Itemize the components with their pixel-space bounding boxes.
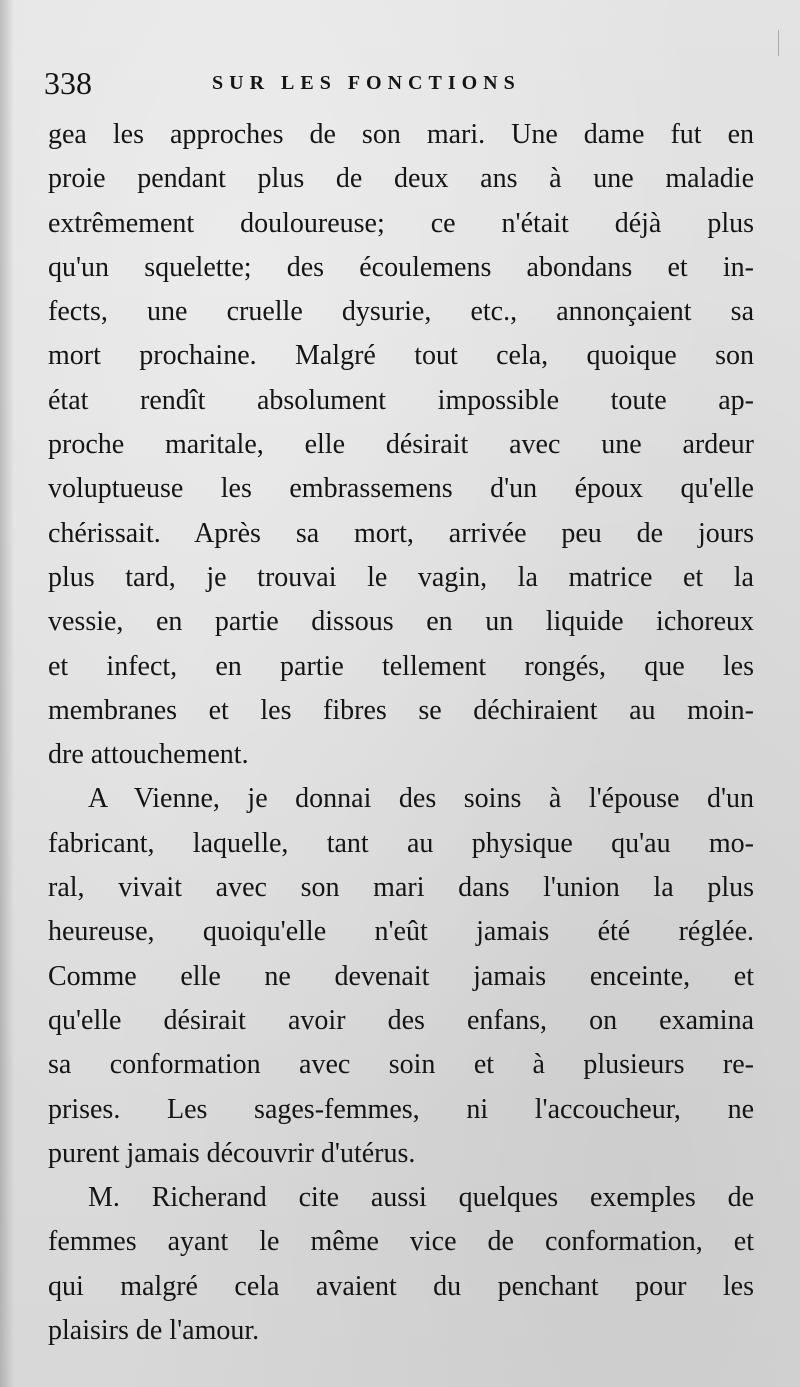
text-line: mort prochaine. Malgré tout cela, quoique son (48, 340, 754, 372)
text-line: plaisirs de l'amour. (48, 1315, 260, 1347)
text-line: chérissait. Après sa mort, arrivée peu de jours (48, 517, 754, 549)
text-line: vessie, en partie dissous en un liquide ichoreux (48, 606, 754, 638)
text-line: fabricant, laquelle, tant au physique qu'au mo- (48, 827, 754, 859)
text-line: femmes ayant le même vice de conformation, et (48, 1226, 754, 1258)
text-line: et infect, en partie tellement rongés, que les (48, 650, 754, 682)
text-line: A Vienne, je donnai des soins à l'épouse d'un (88, 783, 754, 815)
text-line: dre attouchement. (48, 739, 249, 771)
paragraph (48, 777, 754, 1176)
text-line: voluptueuse les embrassemens d'un époux qu'elle (48, 473, 754, 505)
text-line: qu'elle désirait avoir des enfans, on examina (48, 1004, 754, 1036)
text-line: proie pendant plus de deux ans à une maladie (48, 163, 754, 195)
text-line: proche maritale, elle désirait avec une ardeur (48, 429, 754, 461)
text-line: ral, vivait avec son mari dans l'union la plus (48, 872, 754, 904)
text-line: gea les approches de son mari. Une dame fut en (48, 119, 754, 150)
scan-scratch-mark (778, 30, 779, 56)
text-line: qui malgré cela avaient du penchant pour les (48, 1270, 754, 1302)
text-line: Comme elle ne devenait jamais enceinte, et (48, 960, 754, 992)
page-number: 338 (44, 65, 92, 101)
text-line: état rendît absolument impossible toute ap- (48, 384, 754, 416)
text-line: qu'un squelette; des écoulemens abondans et in- (48, 251, 754, 283)
text-line: heureuse, quoiqu'elle n'eût jamais été réglée. (48, 916, 754, 948)
running-head (44, 58, 760, 108)
text-line: sa conformation avec soin et à plusieurs re- (48, 1049, 754, 1081)
paragraph (48, 113, 754, 777)
paragraph (48, 1176, 754, 1353)
body-text (48, 113, 754, 1353)
running-title: SUR LES FONCTIONS (212, 72, 521, 94)
page-gutter-shadow (0, 0, 14, 1387)
text-line: M. Richerand cite aussi quelques exemples de (88, 1182, 754, 1214)
text-line: fects, une cruelle dysurie, etc., annonçaient sa (48, 296, 754, 328)
text-line: membranes et les fibres se déchiraient au moin- (48, 694, 754, 726)
text-line: extrêmement douloureuse; ce n'était déjà plus (48, 207, 754, 239)
text-line: prises. Les sages-femmes, ni l'accoucheur, ne (48, 1093, 754, 1125)
text-line: purent jamais découvrir d'utérus. (48, 1137, 416, 1169)
text-line: plus tard, je trouvai le vagin, la matrice et la (48, 561, 754, 593)
